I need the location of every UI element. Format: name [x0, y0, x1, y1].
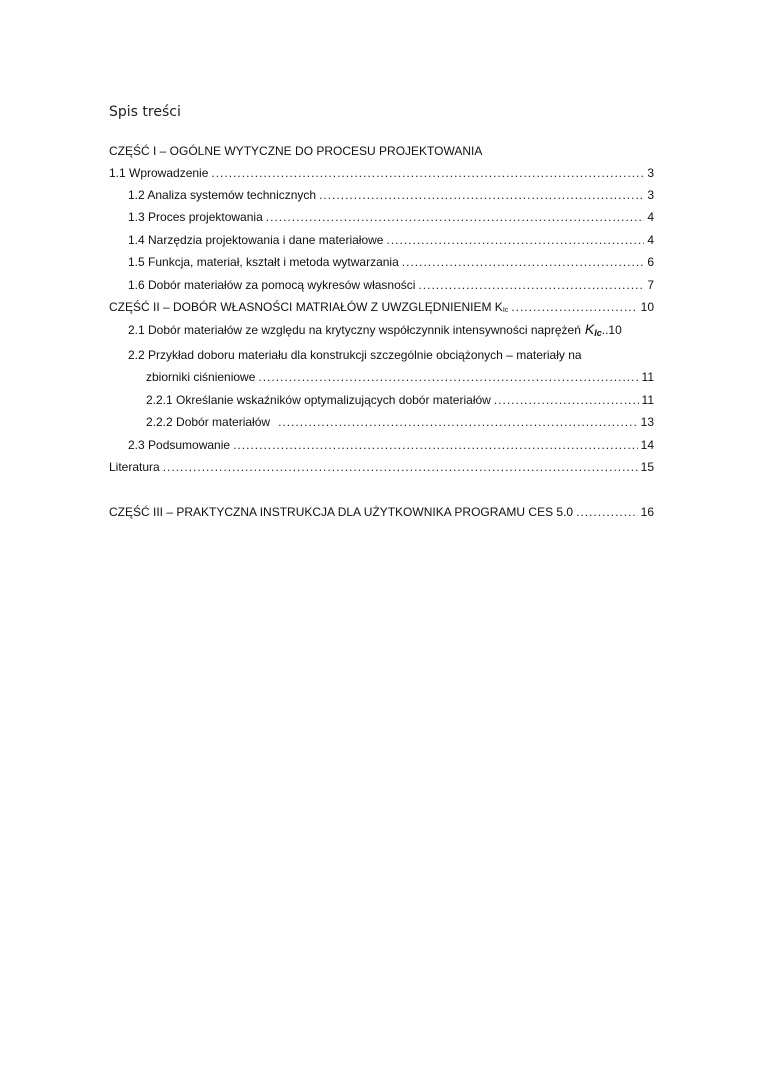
- toc-page-number: 3: [647, 166, 654, 180]
- toc-entry-label: 2.2.1 Określanie wskaźników optymalizujących dobór materiałów: [146, 393, 491, 407]
- toc-entry-label: Literatura: [109, 460, 160, 474]
- toc-entry-1-4[interactable]: [128, 232, 654, 248]
- toc-entry-1-3[interactable]: [128, 209, 654, 225]
- toc-page-number: 11: [641, 370, 654, 384]
- dot-leader: [402, 254, 645, 270]
- toc-page-number: 11: [641, 393, 654, 407]
- toc-page-number: 14: [640, 438, 654, 452]
- toc-page-number: 16: [640, 505, 654, 519]
- toc-entry-2-2[interactable]: [146, 369, 654, 385]
- toc-entry-label: 1.6 Dobór materiałów za pomocą wykresów własności: [128, 278, 416, 292]
- toc-entry-label: zbiorniki ciśnieniowe: [146, 370, 256, 384]
- dot-leader: [511, 299, 637, 315]
- dot-leader: [163, 459, 638, 475]
- toc-entry-1-2[interactable]: [128, 187, 654, 203]
- toc-entry-2-3[interactable]: [128, 437, 654, 453]
- toc-entry-2-1[interactable]: [128, 321, 654, 341]
- toc-entry-2-2-line1[interactable]: 2.2 Przykład doboru materiału dla konstrukcji szczególnie obciążonych – materiały na: [128, 348, 582, 362]
- dot-leader: [576, 504, 638, 520]
- dot-leader: [278, 414, 638, 430]
- toc-page-number: 15: [640, 460, 654, 474]
- toc-entry-label: 1.4 Narzędzia projektowania i dane materiałowe: [128, 233, 384, 247]
- dot-leader: [266, 209, 645, 225]
- dot-leader: [494, 392, 639, 408]
- dot-leader: [386, 232, 644, 248]
- toc-entry-literatura[interactable]: [109, 459, 654, 475]
- part2-label: CZĘŚĆ II – DOBÓR WŁASNOŚCI MATRIAŁÓW Z UWZGLĘDNIENIEM K: [109, 300, 503, 314]
- toc-entry-1-6[interactable]: [128, 277, 654, 293]
- toc-entry-label: 1.2 Analiza systemów technicznych: [128, 188, 317, 202]
- toc-title: Spis treści: [109, 104, 181, 120]
- dot-leader: [418, 277, 644, 293]
- toc-entry-1-1[interactable]: [109, 165, 654, 181]
- toc-page-number: 4: [647, 233, 654, 247]
- toc-page-number: 13: [640, 415, 654, 429]
- toc-entry-label: 1.1 Wprowadzenie: [109, 166, 209, 180]
- toc-page-number: 10: [640, 300, 654, 314]
- toc-entry-part2[interactable]: [109, 299, 654, 315]
- toc-page-number: 6: [647, 255, 654, 269]
- dot-leader: [233, 437, 638, 453]
- toc-entry-label: CZĘŚĆ III – PRAKTYCZNA INSTRUKCJA DLA UŻYTKOWNIKA PROGRAMU CES 5.0: [109, 505, 574, 519]
- dot-leader: [211, 165, 644, 181]
- toc-entry-label: 1.5 Funkcja, materiał, kształt i metoda wytwarzania: [128, 255, 399, 269]
- dot-leader: [258, 369, 638, 385]
- part2-subscript: Ic: [502, 307, 509, 314]
- toc-entry-2-2-1[interactable]: [146, 392, 654, 408]
- toc-entry-label: 2.3 Podsumowanie: [128, 438, 231, 452]
- toc-entry-label: [109, 299, 508, 319]
- toc-page-number: 7: [647, 278, 654, 292]
- toc-entry-2-2-2[interactable]: [146, 414, 654, 430]
- toc-entry-label: 1.3 Proces projektowania: [128, 210, 263, 224]
- part1-heading: CZĘŚĆ I – OGÓLNE WYTYCZNE DO PROCESU PROJEKTOWANIA: [109, 144, 483, 158]
- toc-page-number: 10: [608, 323, 622, 337]
- toc-entry-label: 2.1 Dobór materiałów ze względu na krytyczny współczynnik intensywności naprężeń: [128, 323, 581, 337]
- dot-leader-short: ..: [601, 323, 609, 337]
- dot-leader: [319, 187, 644, 203]
- toc-entry-label: 2.2.2 Dobór materiałów: [146, 415, 271, 429]
- toc-entry-part3[interactable]: [109, 504, 654, 520]
- toc-page-number: 3: [647, 188, 654, 202]
- toc-entry-1-5[interactable]: [128, 254, 654, 270]
- kic-symbol: KIc: [584, 321, 602, 338]
- toc-page-number: 4: [647, 210, 654, 224]
